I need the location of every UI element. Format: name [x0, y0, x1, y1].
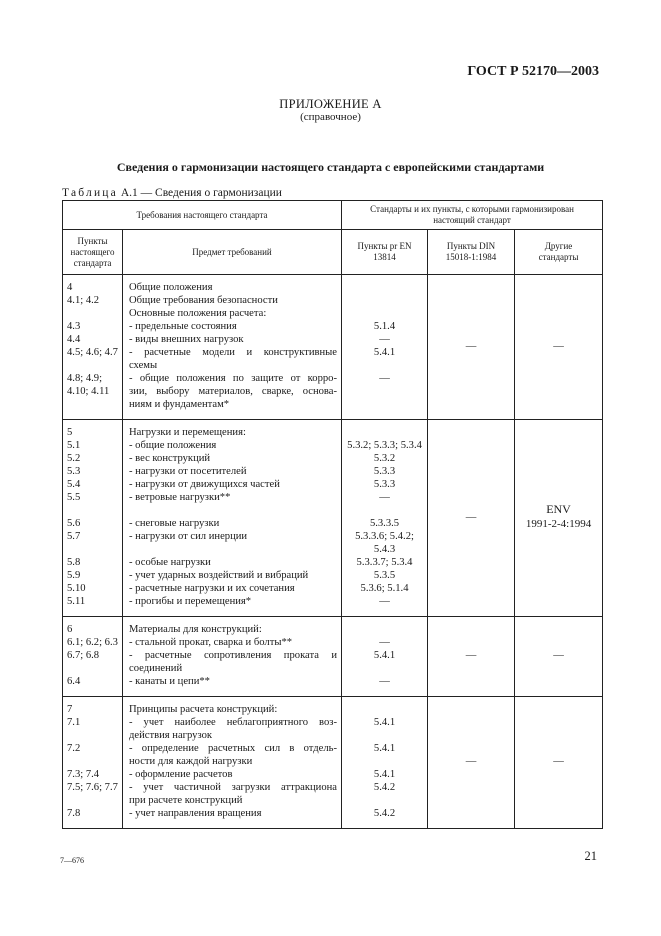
header-clauses-line-1: Пункты	[77, 235, 108, 246]
clause-number	[67, 662, 122, 675]
requirement-text: схемы	[129, 360, 158, 371]
requirement-text: - нагрузки от движущихся частей	[129, 479, 280, 490]
header-din	[428, 230, 515, 275]
requirement-text: - нагрузки от посетителей	[129, 466, 247, 477]
other-standards-line-1: ENV	[546, 502, 571, 516]
clause-number: 7.2	[67, 743, 81, 754]
requirement-text: - учет направления вращения	[129, 808, 262, 819]
requirement-text: - вес конструкций	[129, 453, 211, 464]
pr-en-clause: 5.4.1	[373, 347, 396, 358]
pr-en-clause: 5.4.1	[373, 717, 396, 728]
clause-number: 7	[67, 704, 73, 715]
pr-en-clause	[342, 504, 427, 517]
pr-en-clause: 5.3.3	[373, 466, 396, 477]
clause-number: 5.10	[67, 583, 86, 594]
pr-en-clause	[342, 623, 427, 636]
requirement-text: - ветровые нагрузки**	[129, 492, 231, 503]
clause-number	[67, 504, 122, 517]
requirement-text: соединений	[129, 663, 183, 674]
clause-number: 7.5; 7.6; 7.7	[67, 782, 118, 793]
pr-en-clause	[342, 359, 427, 372]
clause-number: 4.10; 4.11	[67, 386, 110, 397]
main-heading: Сведения о гармонизации настоящего стандарта с европейскими стандартами	[116, 160, 545, 174]
appendix-title: ПРИЛОЖЕНИЕ А	[279, 97, 382, 111]
pr-en-clause	[342, 662, 427, 675]
clause-number: 5.4	[67, 479, 81, 490]
page-number: 21	[584, 849, 597, 863]
clause-number: 5.1	[67, 440, 81, 451]
clause-number: 4.4	[67, 334, 81, 345]
clause-cell	[63, 697, 123, 829]
pr-en-clause: 5.4.2	[373, 782, 396, 793]
din-value: —	[465, 340, 477, 352]
requirement-text: - учет ударных воздействий и вибраций	[129, 570, 309, 581]
pr-en-cell	[342, 275, 428, 420]
pr-en-clause: 5.3.3.6; 5.4.2;	[355, 531, 414, 542]
header-other-line-1: Другие	[544, 241, 573, 251]
other-standards-value: —	[553, 650, 564, 661]
pr-en-clause	[342, 281, 427, 294]
pr-en-clause	[342, 398, 427, 411]
clause-number	[67, 755, 122, 768]
clause-number: 4.8; 4.9;	[67, 373, 103, 384]
appendix-subtitle: (справочное)	[300, 111, 361, 123]
pr-en-clause	[342, 307, 427, 320]
pr-en-clause	[342, 294, 427, 307]
table-caption-word: Таблица	[62, 187, 118, 199]
clause-number: 4.3	[67, 321, 81, 332]
requirement-text: - общие положения	[129, 440, 217, 451]
din-value: —	[465, 511, 477, 523]
pr-en-clause: 5.3.6; 5.1.4	[360, 583, 409, 594]
pr-en-clause: 5.3.2	[373, 453, 396, 464]
pr-en-clause: 5.4.3	[373, 544, 396, 555]
clause-number: 6.7; 6.8	[67, 650, 100, 661]
requirement-text: - особые нагрузки	[129, 557, 211, 568]
header-clauses-line-3: стандарта	[73, 257, 112, 268]
header-pr-en-line-1: Пункты pr EN	[357, 241, 412, 251]
clause-number: 5.9	[67, 570, 81, 581]
pr-en-clause: 5.1.4	[373, 321, 396, 332]
header-subject: Предмет требований	[123, 230, 342, 275]
requirement-text: действия нагрузок	[129, 730, 213, 741]
pr-en-clause	[342, 794, 427, 807]
header-standards	[342, 201, 603, 230]
other-standards-value: —	[553, 756, 564, 767]
requirement-text: ности для каждой нагрузки	[129, 756, 253, 767]
footer-print-code: 7—676	[60, 856, 84, 865]
pr-en-clause	[342, 755, 427, 768]
clause-number	[67, 398, 122, 411]
requirement-text: ниям и фундаментам*	[129, 399, 230, 410]
pr-en-clause: 5.3.5	[373, 570, 396, 581]
clause-number: 5	[67, 427, 73, 438]
clause-number: 5.11	[67, 596, 86, 607]
clause-number	[67, 543, 122, 556]
clause-number	[67, 729, 122, 742]
harmonization-table	[62, 200, 603, 829]
pr-en-clause: 5.4.1	[373, 743, 396, 754]
table-caption	[62, 187, 282, 199]
din-cell	[428, 617, 515, 697]
clause-number: 5.6	[67, 518, 81, 529]
clause-number	[67, 359, 122, 372]
clause-number: 5.7	[67, 531, 81, 542]
pr-en-cell	[342, 617, 428, 697]
other-standards-cell	[515, 697, 603, 829]
requirement-text: - учет частичной загрузки аттракциона	[129, 782, 338, 793]
clause-number: 5.3	[67, 466, 81, 477]
clause-number	[67, 307, 122, 320]
clause-number: 5.5	[67, 492, 81, 503]
header-din-line-1: Пункты DIN	[446, 241, 496, 251]
din-cell	[428, 420, 515, 617]
header-other	[515, 230, 603, 275]
requirement-text: - определение расчетных сил в отдель-	[129, 743, 338, 754]
requirement-text: - расчетные нагрузки и их сочетания	[129, 583, 295, 594]
table-header-row-1	[63, 201, 603, 230]
requirement-text: - виды внешних нагрузок	[129, 334, 244, 345]
requirement-text: - прогибы и перемещения*	[129, 596, 252, 607]
table-group-row	[63, 275, 603, 420]
din-value: —	[465, 756, 477, 767]
header-other-line-2: стандарты	[538, 252, 579, 262]
table-group-row	[63, 697, 603, 829]
table-group-row	[63, 617, 603, 697]
pr-en-clause: —	[379, 596, 390, 607]
pr-en-clause: 5.4.1	[373, 650, 396, 661]
pr-en-clause: —	[379, 492, 390, 503]
din-cell	[428, 697, 515, 829]
requirement-text: - расчетные модели и конструктивные	[129, 347, 338, 358]
pr-en-clause	[342, 426, 427, 439]
clause-number: 7.8	[67, 808, 81, 819]
pr-en-clause: —	[379, 676, 390, 687]
requirement-text: - канаты и цепи**	[129, 676, 210, 687]
clause-number: 4	[67, 282, 73, 293]
requirement-text: - предельные состояния	[129, 321, 237, 332]
clause-number: 4.1; 4.2	[67, 295, 100, 306]
other-standards-cell	[515, 275, 603, 420]
pr-en-clause: 5.3.2; 5.3.3; 5.3.4	[347, 440, 422, 451]
requirement-text: Основные положения расчета:	[129, 308, 267, 319]
table-header-row-2	[63, 230, 603, 275]
clause-cell	[63, 420, 123, 617]
table-caption-text: А.1 — Сведения о гармонизации	[117, 187, 282, 199]
requirement-text: - оформление расчетов	[129, 769, 233, 780]
requirement-text: - расчетные сопротивления проката и	[129, 650, 338, 661]
other-standards-line-2: 1991-2-4:1994	[525, 518, 592, 530]
clause-number: 7.3; 7.4	[67, 769, 100, 780]
requirement-text: - общие положения по защите от корро-	[129, 373, 338, 384]
other-standards-cell	[515, 420, 603, 617]
header-requirements: Требования настоящего стандарта	[63, 201, 342, 230]
pr-en-clause: 5.3.3	[373, 479, 396, 490]
header-pr-en	[342, 230, 428, 275]
header-pr-en-line-2: 13814	[373, 252, 396, 262]
requirement-text	[129, 504, 337, 517]
requirement-text: Принципы расчета конструкций:	[129, 704, 278, 715]
requirement-text: - учет наиболее неблагоприятного воз-	[129, 717, 338, 728]
pr-en-clause: 5.4.1	[373, 769, 396, 780]
pr-en-cell	[342, 420, 428, 617]
requirement-text	[129, 543, 337, 556]
requirement-text: зии, выбору материалов, сварке, основа-	[129, 386, 338, 397]
other-standards-cell	[515, 617, 603, 697]
clause-number: 4.5; 4.6; 4.7	[67, 347, 118, 358]
clause-number: 6.1; 6.2; 6.3	[67, 637, 118, 648]
pr-en-clause	[342, 703, 427, 716]
requirement-text: - снеговые нагрузки	[129, 518, 220, 529]
din-cell	[428, 275, 515, 420]
requirement-text: Нагрузки и перемещения:	[129, 427, 246, 438]
header-standards-line-1: Стандарты и их пункты, с которыми гармонизирован	[370, 204, 574, 214]
subject-cell	[123, 420, 342, 617]
clause-number: 6	[67, 624, 73, 635]
requirement-text: - стальной прокат, сварка и болты**	[129, 637, 293, 648]
clause-cell	[63, 617, 123, 697]
clause-number: 6.4	[67, 676, 81, 687]
header-standards-line-2: настоящий стандарт	[433, 215, 511, 225]
document-code: ГОСТ Р 52170—2003	[467, 64, 599, 79]
subject-cell	[123, 617, 342, 697]
pr-en-clause: —	[379, 334, 390, 345]
clause-cell	[63, 275, 123, 420]
requirement-text: - нагрузки от сил инерции	[129, 531, 248, 542]
pr-en-clause: 5.3.3.5	[369, 518, 400, 529]
pr-en-clause: —	[379, 373, 390, 384]
pr-en-cell	[342, 697, 428, 829]
requirement-text: Общие положения	[129, 282, 213, 293]
requirement-text: Общие требования безопасности	[129, 295, 278, 306]
clause-number: 7.1	[67, 717, 81, 728]
requirement-text: Материалы для конструкций:	[129, 624, 262, 635]
header-clauses	[63, 230, 123, 275]
clause-number: 5.2	[67, 453, 81, 464]
table-group-row	[63, 420, 603, 617]
requirement-text: при расчете конструкций	[129, 795, 243, 806]
other-standards-value: —	[553, 340, 564, 352]
subject-cell	[123, 697, 342, 829]
header-din-line-2: 15018-1:1984	[445, 252, 497, 262]
pr-en-clause: —	[379, 637, 390, 648]
clause-number: 5.8	[67, 557, 81, 568]
clause-number	[67, 794, 122, 807]
din-value: —	[465, 650, 477, 661]
header-clauses-line-2: настоящего	[70, 246, 115, 257]
pr-en-clause	[342, 385, 427, 398]
pr-en-clause: 5.3.3.7; 5.3.4	[356, 557, 413, 568]
pr-en-clause: 5.4.2	[373, 808, 396, 819]
subject-cell	[123, 275, 342, 420]
pr-en-clause	[342, 729, 427, 742]
